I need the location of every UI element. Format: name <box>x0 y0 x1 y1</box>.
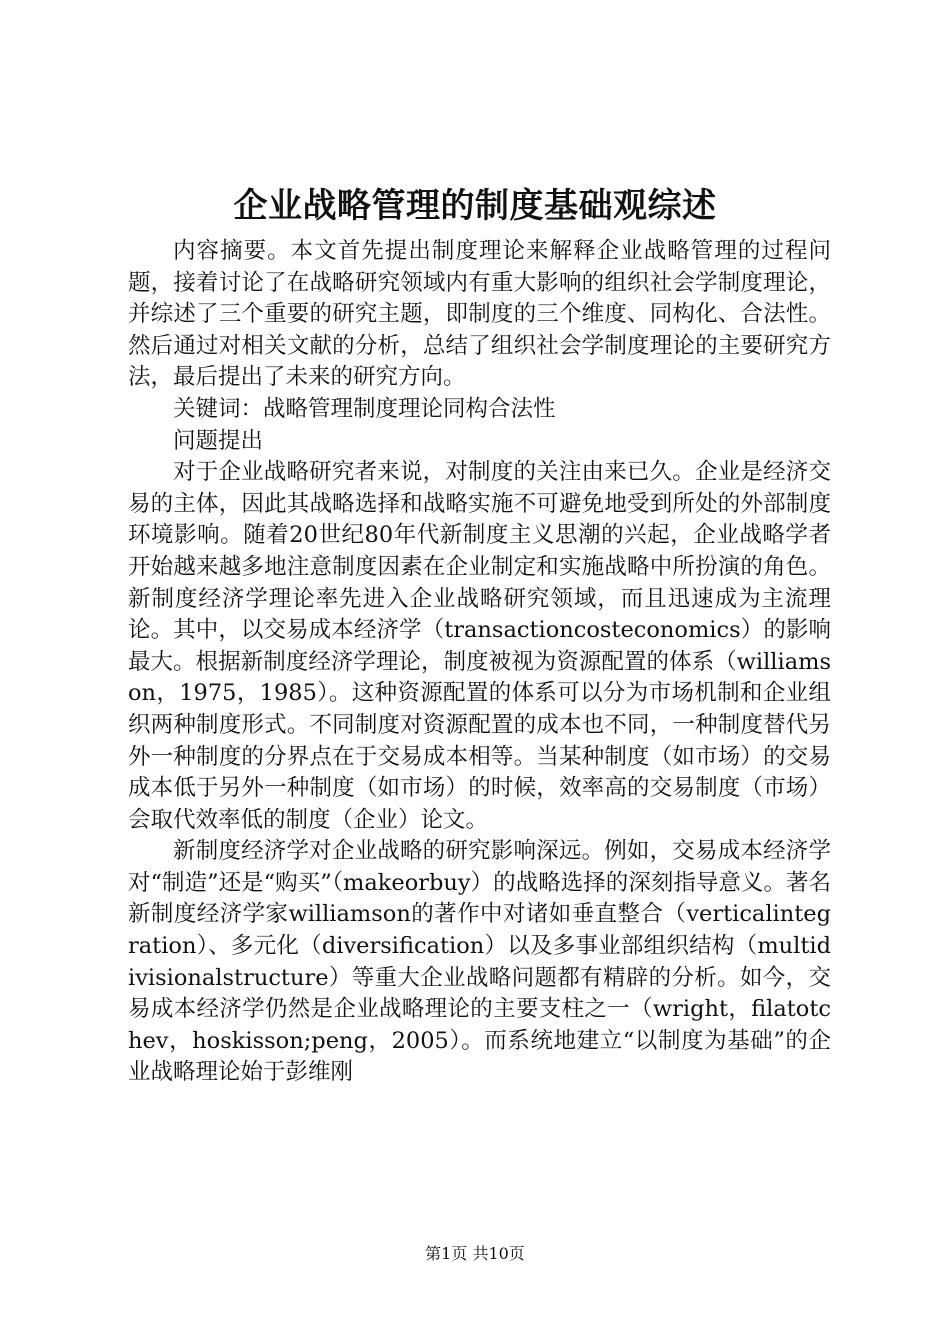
abstract-paragraph: 内容摘要。本文首先提出制度理论来解释企业战略管理的过程问题，接着讨论了在战略研究领域内有重大影响的组织社会学制度理论，并综述了三个重要的研究主题，即制度的三个维度、同构化、合法性。然后通过对相关文献的分析，总结了组织社会学制度理论的主要研究方法，最后提出了未来的研究方向。 <box>128 238 831 391</box>
body-paragraph: 对于企业战略研究者来说，对制度的关注由来已久。企业是经济交易的主体，因此其战略选择和战略实施不可避免地受到所处的外部制度环境影响。随着20世纪80年代新制度主义思潮的兴起，企业战略学者开始越来越多地注意制度因素在企业制定和实施战略中所扮演的角色。新制度经济学理论率先进入企业战略研究领域，而且迅速成为主流理论。其中，以交易成本经济学（transactioncosteconomics）的影响最大。根据新制度经济学理论，制度被视为资源配置的体系（williamson，1975，1985）。这种资源配置的体系可以分为市场机制和企业组织两种制度形式。不同制度对资源配置的成本也不同，一种制度替代另外一种制度的分界点在于交易成本相等。当某种制度（如市场）的交易成本低于另外一种制度（如市场）的时候，效率高的交易制度（市场）会取代效率低的制度（企业）论文。 <box>128 459 831 833</box>
section-heading: 问题提出 <box>173 427 264 454</box>
page-number-footer: 第1页 共10页 <box>425 1244 525 1263</box>
document-body <box>128 236 831 1089</box>
document-title: 企业战略管理的制度基础观综述 <box>233 186 717 226</box>
body-paragraph: 新制度经济学对企业战略的研究影响深远。例如，交易成本经济学对“制造”还是“购买”（makeorbuy）的战略选择的深刻指导意义。著名新制度经济学家williamson的著作中对诸如垂直整合（verticalintegration）、多元化（diversification）以及多事业部组织结构（multidivisionalstructure）等重大企业战略问题都有精辟的分析。如今，交易成本经济学仍然是企业战略理论的主要支柱之一（wright，filatotchev，hoskisson;peng，2005）。而系统地建立“以制度为基础”的企业战略理论始于彭维刚 <box>128 838 831 1086</box>
keywords-paragraph: 关键词：战略管理制度理论同构合法性 <box>173 395 556 422</box>
